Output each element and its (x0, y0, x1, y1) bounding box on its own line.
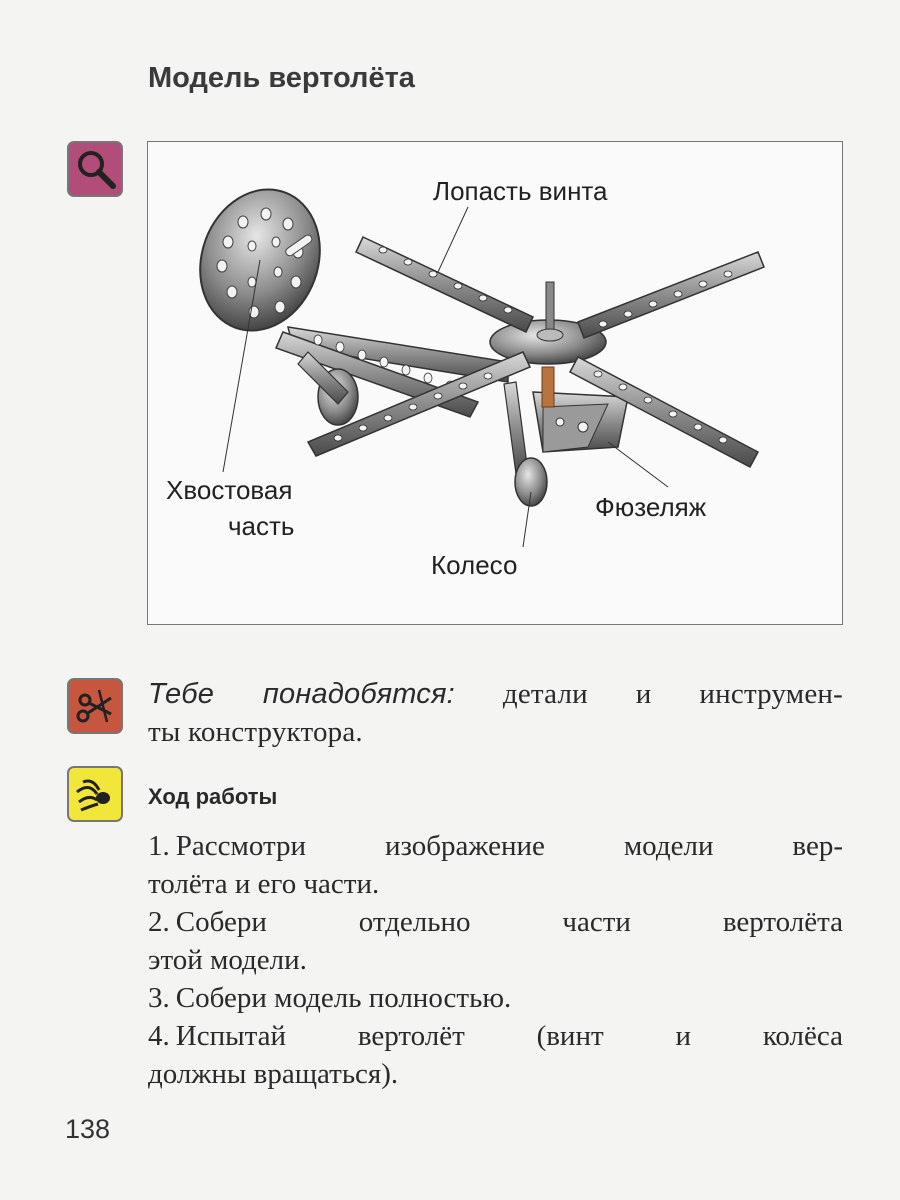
step-item (148, 827, 843, 903)
step-text-line2: этой модели. (148, 944, 307, 976)
label-fuselage: Фюзеляж (595, 492, 707, 522)
step-text-line2: толёта и его части. (148, 868, 380, 900)
scissors-screwdriver-icon (67, 678, 123, 734)
helicopter-figure (147, 141, 843, 625)
materials-paragraph (148, 675, 843, 751)
label-tail-line2: часть (228, 511, 295, 541)
step-number: 3. (148, 982, 170, 1014)
step-number: 1. (148, 830, 170, 862)
label-rotor-blade: Лопасть винта (433, 176, 608, 206)
work-steps-title: Ход работы (148, 784, 278, 809)
page-number: 138 (65, 1114, 111, 1144)
label-tail-line1: Хвостовая (166, 475, 293, 505)
work-steps-list (148, 827, 843, 1093)
materials-text-line1: детали и инструмен- (502, 678, 844, 710)
section-heading: Модель вертолёта (148, 62, 415, 94)
step-text-line2: должны вращаться). (148, 1058, 399, 1090)
step-item (148, 903, 843, 979)
step-text-line1: Собери отдельно части вертолёта (175, 906, 843, 938)
step-text-line1: Собери модель полностью. (175, 982, 512, 1014)
materials-text-line2: ты конструктора. (148, 716, 363, 748)
step-number: 4. (148, 1020, 170, 1052)
step-number: 2. (148, 906, 170, 938)
magnifier-icon (67, 141, 123, 197)
step-item (148, 979, 843, 1017)
step-item (148, 1017, 843, 1093)
step-text-line1: Испытай вертолёт (винт и колёса (175, 1020, 843, 1052)
hand-gesture-icon (67, 766, 123, 822)
materials-label: Тебе понадобятся: (148, 678, 455, 710)
step-text-line1: Рассмотри изображение модели вер- (175, 830, 843, 862)
label-wheel: Колесо (431, 550, 518, 580)
